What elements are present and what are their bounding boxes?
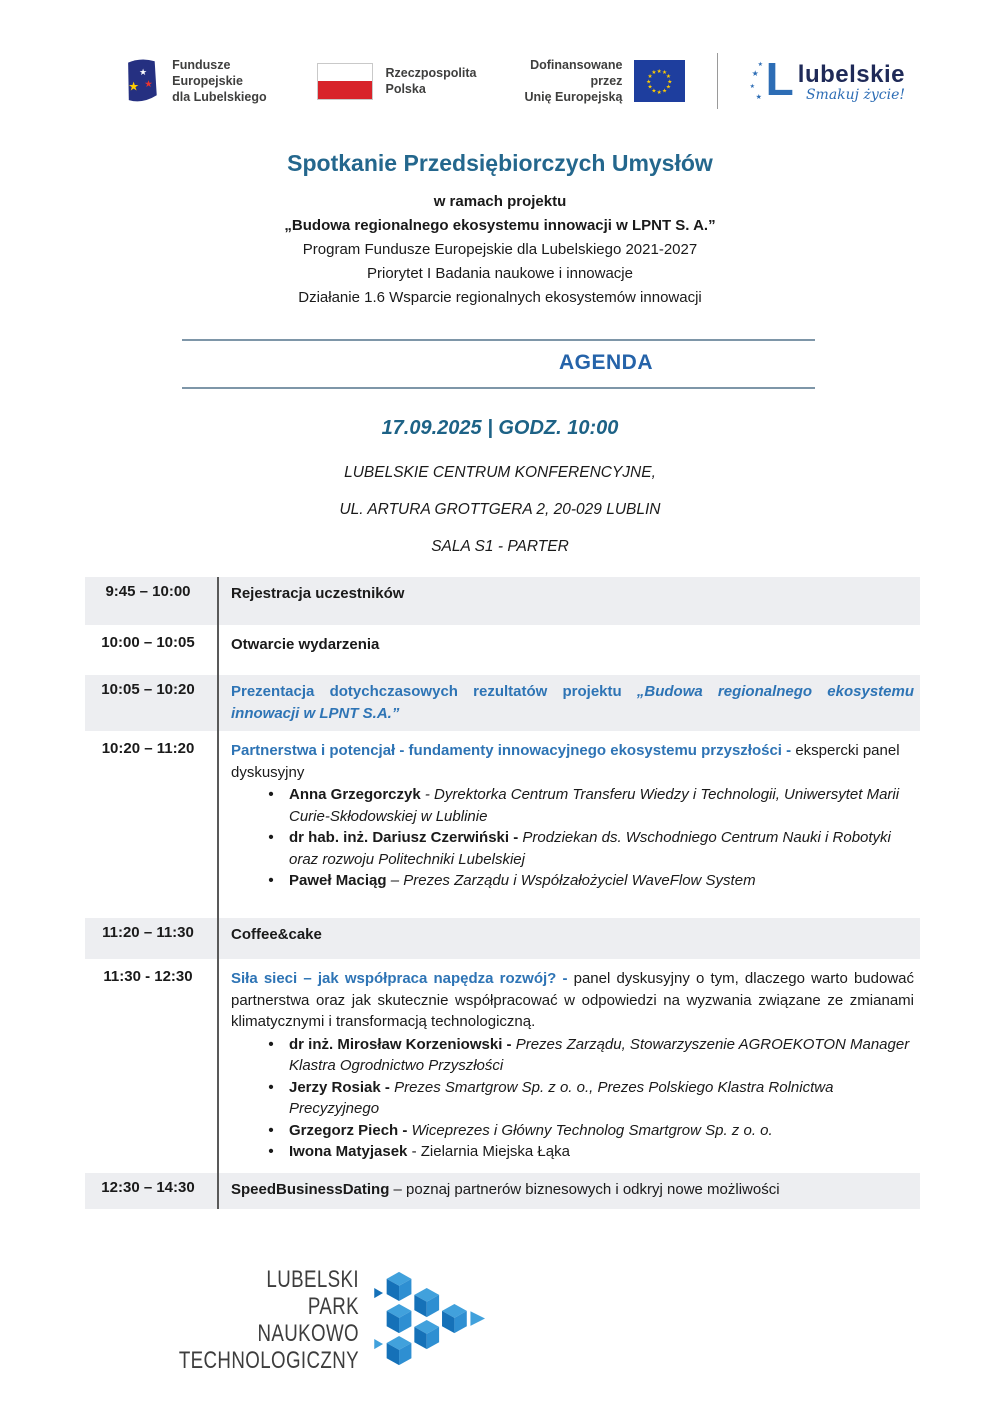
- lpnt-line3: NAUKOWO: [257, 1320, 360, 1347]
- time-cell: 9:45 – 10:00: [105, 583, 191, 600]
- lubelskie-star-icon: ★: [751, 69, 759, 78]
- speaker-item: [253, 827, 914, 870]
- svg-text:★: ★: [128, 79, 140, 94]
- speaker-role: - Dyrektorka Centrum Transferu Wiedzy i Technologii, Uniwersytet Marii Curie-Skłodowskiej w Lublinie: [289, 786, 900, 825]
- speaker-list: [231, 784, 914, 892]
- time-cell: 11:30 - 12:30: [103, 968, 193, 985]
- subtitle-action: Działanie 1.6 Wsparcie regionalnych ekosystemów innowacji: [298, 289, 702, 306]
- session-title: Partnerstwa i potencjał - fundamenty innowacyjnego ekosystemu przyszłości -: [231, 742, 796, 759]
- svg-text:★: ★: [647, 74, 654, 81]
- eu-funded-label-line1: Dofinansowane przez: [530, 58, 623, 88]
- schedule-table: [85, 577, 920, 1209]
- speaker-name: Jerzy Rosiak -: [289, 1078, 390, 1096]
- svg-text:★: ★: [666, 74, 672, 81]
- poland-label-line2: Polska: [385, 82, 426, 96]
- speaker-item: [253, 1120, 914, 1142]
- lpnt-line1: LUBELSKI: [266, 1266, 360, 1293]
- eu-flag-icon: [634, 60, 684, 102]
- lpnt-cubes-icon: [369, 1269, 491, 1371]
- svg-text:★: ★: [647, 84, 654, 91]
- content-cell: [217, 675, 920, 731]
- svg-text:★: ★: [662, 70, 668, 77]
- speaker-entry: [289, 1120, 914, 1142]
- speaker-name: Grzegorz Piech -: [289, 1121, 408, 1139]
- speaker-item: [253, 1077, 914, 1120]
- session-subtitle: ekspercki panel dyskusyjny: [231, 742, 900, 781]
- time-cell: 10:00 – 10:05: [101, 634, 195, 651]
- lubelskie-name: lubelskie: [797, 61, 905, 88]
- schedule-row-coffee: [85, 918, 920, 959]
- svg-text:★: ★: [144, 79, 153, 91]
- agenda-heading-rule: [182, 339, 815, 389]
- schedule-row-opening: [85, 628, 920, 672]
- bullet-icon: •: [268, 1143, 274, 1160]
- speaker-item: [253, 1141, 914, 1163]
- speaker-name: Anna Grzegorczyk: [289, 786, 421, 803]
- subtitle-program: Program Fundusze Europejskie dla Lubelskiego 2021-2027: [302, 241, 698, 258]
- bullet-icon: •: [268, 1078, 274, 1096]
- poland-label: [385, 65, 476, 97]
- poland-flag-icon: [317, 63, 373, 100]
- svg-text:★: ★: [666, 84, 672, 91]
- title-block: [0, 150, 1000, 309]
- eu-funds-flag-icon: [122, 48, 160, 114]
- poland-label-line1: Rzeczpospolita: [385, 66, 477, 80]
- lpnt-logo: [128, 1266, 1000, 1374]
- bullet-icon: •: [268, 1035, 274, 1053]
- content-cell: [217, 628, 920, 672]
- svg-text:★: ★: [139, 67, 148, 78]
- session-title: SpeedBusinessDating: [231, 1181, 390, 1198]
- speaker-item: [253, 870, 914, 892]
- svg-text:★: ★: [657, 68, 663, 75]
- venue-room: SALA S1 - PARTER: [431, 538, 569, 555]
- schedule-row-panel-2: [85, 962, 920, 1170]
- eu-funds-label: [172, 57, 277, 105]
- lubelskie-star-icon: ★: [755, 94, 762, 101]
- schedule-row-panel-1: [85, 734, 920, 915]
- lpnt-wordmark: [179, 1266, 359, 1374]
- time-cell: 12:30 – 14:30: [101, 1179, 195, 1196]
- agenda-heading: AGENDA: [558, 351, 653, 374]
- lubelskie-wordmark: [798, 63, 905, 103]
- header-divider: [717, 53, 718, 109]
- session-intro: [231, 968, 914, 1033]
- speaker-role: – Prezes Zarządu i Współzałożyciel WaveFlow System: [390, 872, 756, 889]
- schedule-row-registration: [85, 577, 920, 625]
- subtitle-priority: Priorytet I Badania naukowe i innowacje: [367, 265, 633, 282]
- speaker-item: [253, 1034, 914, 1077]
- speaker-role: Wiceprezes i Główny Technolog Smartgrow Sp. z o. o.: [411, 1121, 773, 1139]
- lpnt-line2: PARK: [307, 1293, 360, 1320]
- lubelskie-L-icon: L: [765, 53, 794, 105]
- event-title: Spotkanie Przedsiębiorczych Umysłów: [287, 150, 713, 176]
- lubelskie-tagline: Smakuj życie!: [805, 87, 905, 103]
- session-description: – poznaj partnerów biznesowych i odkryj nowe możliwości: [389, 1181, 780, 1198]
- speaker-role: Prezes Zarządu, Stowarzyszenie AGROEKOTON Manager Klastra Ogrodnictwo Przyszłości: [289, 1035, 910, 1074]
- session-title: Siła sieci – jak współpraca napędza rozwój? -: [231, 970, 574, 987]
- lubelskie-star-icon: ★: [749, 84, 756, 90]
- lubelskie-logo: [749, 53, 905, 105]
- speaker-entry: [289, 827, 914, 870]
- content-cell: [217, 1173, 920, 1209]
- speaker-list: [231, 1034, 914, 1163]
- bullet-icon: •: [268, 829, 274, 846]
- bullet-icon: •: [268, 872, 274, 889]
- event-datetime: 17.09.2025 | GODZ. 10:00: [381, 417, 619, 439]
- bullet-icon: •: [268, 1121, 274, 1139]
- schedule-row-speeddating: [85, 1173, 920, 1209]
- speaker-entry: [289, 1034, 914, 1077]
- schedule-row-presentation: [85, 675, 920, 731]
- time-cell: 10:20 – 11:20: [101, 740, 195, 757]
- subtitle-project-intro: w ramach projektu: [433, 193, 567, 210]
- subtitle-project-name: „Budowa regionalnego ekosystemu innowacji w LPNT S. A.”: [284, 217, 716, 234]
- eu-funded-logo: [518, 57, 684, 105]
- content-cell: [217, 918, 920, 959]
- content-cell: [217, 734, 920, 915]
- content-cell: [217, 577, 920, 625]
- speaker-entry: [289, 870, 914, 892]
- speaker-name: dr hab. inż. Dariusz Czerwiński -: [289, 829, 519, 846]
- speaker-role: Prezes Smartgrow Sp. z o. o., Prezes Polskiego Klastra Rolnictwa Precyzyjnego: [289, 1078, 834, 1117]
- speaker-item: [253, 784, 914, 827]
- session-title: Coffee&cake: [231, 926, 322, 943]
- lpnt-line4: TECHNOLOGICZNY: [178, 1347, 360, 1374]
- svg-text:★: ★: [662, 88, 668, 95]
- venue-address: UL. ARTURA GROTTGERA 2, 20-029 LUBLIN: [339, 501, 661, 518]
- speaker-name: Paweł Maciąg: [289, 872, 387, 889]
- speaker-name: dr inż. Mirosław Korzeniowski -: [289, 1035, 512, 1053]
- svg-text:★: ★: [646, 79, 652, 86]
- eu-funds-label-line1: Fundusze Europejskie: [172, 58, 243, 88]
- session-title: Otwarcie wydarzenia: [231, 636, 380, 653]
- time-cell: 10:05 – 10:20: [101, 681, 195, 698]
- session-title-project: „Budowa regionalnego ekosystemu innowacji w LPNT S.A.”: [231, 683, 914, 722]
- eu-funds-label-line2: dla Lubelskiego: [172, 90, 267, 104]
- eu-funded-label: [518, 57, 622, 105]
- header-logos: [0, 0, 1000, 114]
- svg-text:★: ★: [657, 90, 663, 97]
- poland-logo: [317, 63, 476, 100]
- session-title: Rejestracja uczestników: [231, 585, 405, 602]
- svg-text:★: ★: [651, 88, 657, 95]
- venue-name: LUBELSKIE CENTRUM KONFERENCYJNE,: [344, 464, 656, 481]
- time-cell: 11:20 – 11:30: [102, 924, 194, 941]
- venue-block: [0, 454, 1000, 565]
- content-cell: [217, 962, 920, 1170]
- speaker-entry: [289, 784, 914, 827]
- svg-text:★: ★: [651, 70, 657, 77]
- svg-text:★: ★: [667, 79, 673, 86]
- speaker-entry: [289, 1077, 914, 1120]
- speaker-entry: [289, 1141, 914, 1163]
- speaker-role: Prodziekan ds. Wschodniego Centrum Nauki i Robotyki oraz rozwoju Politechniki Lubelskiej: [289, 829, 891, 868]
- session-description: panel dyskusyjny o tym, dlaczego warto budować partnerstwa oraz jak skutecznie współpracować w odpowiedzi na wyzwania związane ze zmianami klimatycznymi i transformacją technologiczną.: [231, 970, 914, 1030]
- session-title: Prezentacja dotychczasowych rezultatów projektu: [231, 683, 637, 700]
- eu-funded-label-line2: Unię Europejską: [524, 90, 623, 104]
- lubelskie-star-icon: ★: [757, 62, 764, 68]
- eu-funds-logo: [122, 48, 277, 114]
- speaker-name: Iwona Matyjasek: [289, 1143, 408, 1160]
- speaker-role: - Zielarnia Miejska Łąka: [411, 1143, 570, 1160]
- bullet-icon: •: [268, 786, 274, 803]
